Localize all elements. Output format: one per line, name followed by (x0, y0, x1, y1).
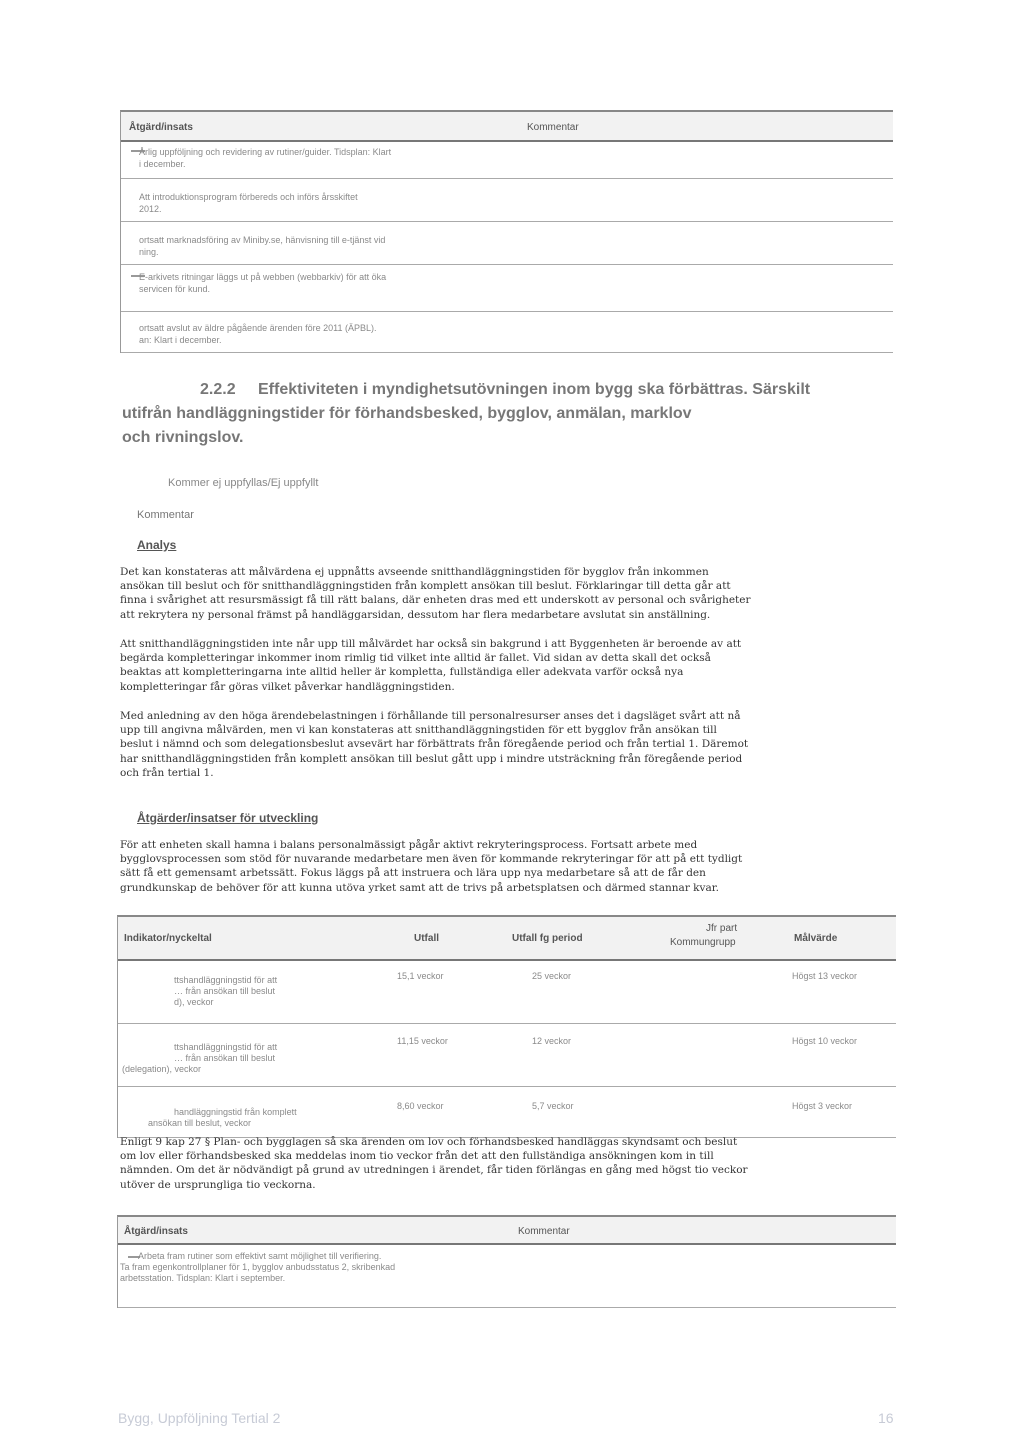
measure-text-4: E-arkivets ritningar läggs ut på webben (webbarkiv) för att öka (139, 272, 387, 282)
measure-row (121, 179, 893, 222)
outcome-value: 8,60 veckor (397, 1101, 444, 1111)
text-line: bygglovsprocessen som stöd för nuvarande medarbetare men även för kommande rekryteringar för att på ett tydligt (120, 853, 743, 866)
measure-text-2b: 2012. (139, 204, 162, 214)
col-outcome-prev: Utfall fg period (512, 933, 583, 944)
text-line: Enligt 9 kap 27 § Plan- och bygglagen så ska ärenden om lov och förhandsbesked handläggas skyndsamt och beslut (120, 1136, 738, 1148)
comment-label: Kommentar (137, 509, 194, 521)
indicator-name: handläggningstid från komplett (174, 1107, 297, 1117)
text-line: begärda kompletteringar inkommer inom rimlig tid vilket inte alltid är fallet. Vid sidan av detta skall det också (120, 652, 711, 665)
action-text: Arbeta fram rutiner som effektivt samt möjlighet till verifiering. (138, 1251, 382, 1261)
text-line: För att enheten skall hamna i balans personalmässigt pågår aktivt rekryteringsprocess. Fortsatt arbete med (120, 839, 698, 851)
analysis-heading: Analys (137, 538, 177, 552)
text-line: utöver de ursprungliga tio veckorna. (120, 1178, 316, 1191)
section-number: 2.2.2 (200, 381, 236, 398)
indicator-row (118, 961, 896, 1024)
indicator-table-header (118, 917, 896, 961)
measure-row (121, 142, 893, 179)
col-outcome: Utfall (414, 933, 439, 944)
measure-text-5: ortsatt avslut av äldre pågående ärenden före 2011 (ÄPBL). (139, 323, 377, 333)
col-indicator: Indikator/nyckeltal (124, 933, 212, 944)
indicator-name-2: … från ansökan till beslut (174, 1053, 276, 1063)
indicator-name-3: d), veckor (174, 997, 214, 1007)
target-value: Högst 13 veckor (792, 971, 858, 981)
section-title-line-2: utifrån handläggningstider för förhandsbesked, bygglov, anmälan, marklov (122, 405, 692, 422)
indicator-name-3: (delegation), veckor (122, 1064, 202, 1074)
text-line: beaktas att kompletteringarna inte alltid heller är kompletta, fullständiga eller adekvata varför också nya (120, 666, 684, 679)
col-action-header: Åtgärd/insats (129, 122, 193, 133)
legal-paragraph (120, 1135, 880, 1192)
measure-text-3: ortsatt marknadsföring av Miniby.se, hänvisning till e-tjänst vid (139, 235, 386, 245)
text-line: grundkunskap de behöver för att kunna utöva yrket samt att de trivs på arbetsplatsen och därmed stannar kvar. (120, 881, 719, 894)
target-value: Högst 3 veckor (792, 1101, 853, 1111)
text-line: nämnden. Om det är nödvändigt på grund av utredningen i ärendet, får tiden förlängas en gång med högst tio veckor (120, 1164, 748, 1177)
indicator-name: ttshandläggningstid för att (174, 975, 278, 985)
footer-title: Bygg, Uppföljning Tertial 2 (118, 1410, 281, 1426)
measure-row (121, 312, 893, 353)
col-comment-header: Kommentar (527, 122, 579, 133)
text-line: och från tertial 1. (120, 766, 214, 779)
indicator-row (118, 1024, 896, 1087)
indicator-name: ttshandläggningstid för att (174, 1042, 278, 1052)
measures-table (120, 110, 893, 353)
analysis-paragraph-3 (120, 709, 880, 780)
actions-paragraph (120, 838, 880, 895)
analysis-paragraph-2 (120, 637, 880, 694)
actions-table (117, 1215, 896, 1308)
text-line: har snitthandläggningstiden från komplett ansökan till beslut gått upp i mindre utsträckning från föregående period (120, 752, 743, 765)
text-line: Att snitthandläggningstiden inte når upp till målvärdet har också sin bakgrund i att Byggenheten är beroende av att (120, 638, 742, 650)
page-number: 16 (878, 1410, 894, 1426)
actions-heading: Åtgärder/insatser för utveckling (137, 811, 319, 825)
indicator-name-2: … från ansökan till beslut (174, 986, 276, 996)
action-text-2: Ta fram egenkontrollplaner för 1, bygglov anbudsstatus 2, skribenkad (120, 1262, 396, 1272)
col-target: Målvärde (794, 933, 838, 944)
measures-table-header (121, 112, 893, 142)
col-compare-2: Kommungrupp (670, 937, 736, 948)
section-title-line-3: och rivningslov. (122, 429, 244, 446)
analysis-paragraph-1 (120, 565, 880, 622)
text-line: kompletteringar får göras vilket påverkar handläggningstiden. (120, 680, 455, 693)
indicator-row (118, 1087, 896, 1138)
action-row (118, 1245, 896, 1308)
col-compare: Jfr part (706, 923, 738, 934)
outcome-prev-value: 25 veckor (532, 971, 572, 981)
measure-text-2: Att introduktionsprogram förbereds och införs årsskiftet (139, 192, 358, 202)
text-line: finna i svårighet att resursmässigt få till rätt balans, där enheten dras med ett underskott av personal och svårigheter (120, 594, 751, 607)
measure-text-3b: ning. (139, 247, 159, 257)
text-line: upp till angivna målvärden, men vi kan konstateras att snitthandläggningstiden för ett bygglov från ansökan till (120, 724, 717, 737)
outcome-value: 15,1 veckor (397, 971, 444, 981)
col-action-header: Åtgärd/insats (124, 1226, 188, 1237)
text-line: sätt få ett gemensamt arbetssätt. Fokus läggs på att instruera och lära upp nya medarbetare så att de får den (120, 867, 706, 880)
measure-text-5b: an: Klart i december. (139, 335, 222, 345)
outcome-prev-value: 12 veckor (532, 1036, 572, 1046)
target-value: Högst 10 veckor (792, 1036, 858, 1046)
text-line: om lov eller förhandsbesked ska meddelas inom tio veckor från det att den fullständiga ansökningen kom in till (120, 1150, 714, 1163)
col-comment-header: Kommentar (518, 1226, 570, 1237)
action-text-3: arbetsstation. Tidsplan: Klart i september. (120, 1273, 286, 1283)
text-line: Med anledning av den höga ärendebelastningen i förhållande till personalresurser anses det i dagsläget svårt att nå (120, 710, 741, 722)
indicator-table (117, 915, 896, 1138)
goal-status: Kommer ej uppfyllas/Ej uppfyllt (168, 477, 319, 489)
measure-text-1: Årlig uppföljning och revidering av rutiner/guider. Tidsplan: Klart (139, 147, 392, 157)
measure-row (121, 222, 893, 265)
measure-text-1b: i december. (139, 159, 186, 169)
indicator-name-2: ansökan till beslut, veckor (148, 1118, 252, 1128)
measure-text-4b: servicen för kund. (139, 284, 211, 294)
text-line: Det kan konstateras att målvärdena ej uppnåtts avseende snitthandläggningstiden för bygglov från inkommen (120, 566, 709, 578)
measure-row (121, 265, 893, 312)
section-title-line-1: Effektiviteten i myndighetsutövningen inom bygg ska förbättras. Särskilt (258, 381, 811, 398)
text-line: beslut i nämnd och som delegationsbeslut avsevärt har förbättrats från föregående period och från tertial 1. Däremot (120, 738, 749, 751)
actions-table-header (118, 1217, 896, 1245)
text-line: att rekrytera ny personal främst på handläggarsidan, dessutom har flera medarbetare avslutat sin anställning. (120, 608, 711, 621)
text-line: ansökan till beslut och för snitthandläggningstiden från komplett ansökan till beslut. Förklaringar till detta går att (120, 580, 731, 593)
outcome-prev-value: 5,7 veckor (532, 1101, 574, 1111)
outcome-value: 11,15 veckor (397, 1036, 448, 1046)
